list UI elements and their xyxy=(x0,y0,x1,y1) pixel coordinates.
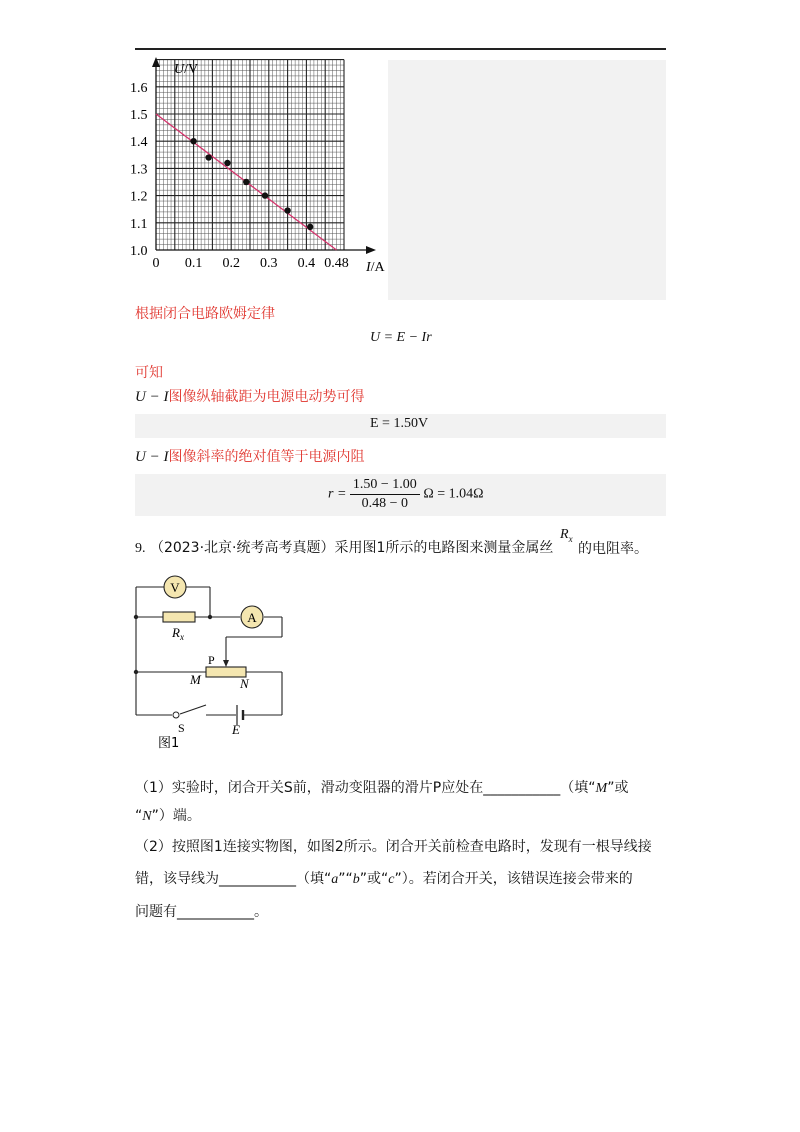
q9-stem: 9. （2023·北京·统考高考真题）采用图1所示的电路图来测量金属丝 xyxy=(135,540,554,556)
answer-blank-2[interactable]: ___________ xyxy=(219,871,296,887)
y-tick-label: 1.3 xyxy=(130,162,148,178)
q9-stem-end: 的电阻率。 xyxy=(578,541,648,557)
data-point xyxy=(284,207,290,213)
grid-major xyxy=(156,60,344,250)
know-text: 可知 xyxy=(135,365,163,381)
ui-label: U − I xyxy=(135,389,169,405)
q9-part1: （1）实验时，闭合开关S前，滑动变阻器的滑片P应处在___________（填“M”或 xyxy=(135,780,629,796)
svg-text:N: N xyxy=(240,676,249,691)
top-rule xyxy=(135,48,666,50)
intercept-text: 图像纵轴截距为电源电动势可得 xyxy=(168,389,365,405)
data-point xyxy=(224,160,230,166)
y-tick-label: 1.4 xyxy=(130,135,148,151)
slope-text: 图像斜率的绝对值等于电源内阻 xyxy=(168,449,365,465)
emf-equation: E = 1.50V xyxy=(370,416,429,431)
resistor-rx-icon xyxy=(163,612,195,622)
law-text: 根据闭合电路欧姆定律 xyxy=(135,306,275,322)
data-point xyxy=(205,154,211,160)
y-tick-labels xyxy=(130,81,148,259)
y-tick-label: 1.2 xyxy=(130,189,148,205)
x-tick-label: 0.4 xyxy=(297,256,316,271)
ui-graph xyxy=(128,55,390,280)
slider-arrow-icon xyxy=(223,660,229,667)
q9-rx-symbol: $R_x$ xyxy=(560,527,573,544)
y-tick-label: 1.1 xyxy=(130,216,148,232)
x-tick-labels xyxy=(153,256,349,271)
answer-blank-3[interactable]: ___________ xyxy=(177,904,254,920)
x-tick-label: 0.1 xyxy=(184,256,203,271)
rx-label: $R_x$ xyxy=(172,625,184,642)
data-point xyxy=(190,138,196,144)
q9-part2: （2）按照图1连接实物图，如图2所示。闭合开关前检查电路时，发现有一根导线接 xyxy=(135,839,652,855)
y-axis-label: U/V xyxy=(174,62,199,77)
data-point xyxy=(262,192,268,198)
x-tick-label: 0.3 xyxy=(260,256,278,271)
circuit-figure xyxy=(128,575,298,755)
svg-text:E: E xyxy=(232,722,240,737)
svg-text:P: P xyxy=(208,653,215,667)
x-tick-label: 0.48 xyxy=(324,256,349,271)
q9-part1-cont: “N”）端。 xyxy=(135,808,201,824)
ui-label-2: U − I xyxy=(135,449,169,465)
y-tick-label: 1.5 xyxy=(130,108,148,123)
r-equation: r = $\frac{1.50 - 1.00}{0.48 - 0}$ Ω = 1.04Ω xyxy=(328,477,484,511)
svg-text:V: V xyxy=(170,580,180,595)
y-tick-label: 1.6 xyxy=(130,80,148,96)
svg-text:S: S xyxy=(178,721,185,735)
q9-part2-cont: 错，该导线为___________（填“a”“b”或“c”）。若闭合开关，该错误连接会带来的 xyxy=(135,871,633,887)
svg-text:A: A xyxy=(247,610,257,625)
x-axis-label: I/A xyxy=(366,260,385,275)
svg-text:M: M xyxy=(190,672,201,687)
figure-caption: 图1 xyxy=(158,736,180,751)
x-axis-arrow xyxy=(366,246,376,254)
y-axis-arrow xyxy=(152,57,160,67)
answer-blank-1[interactable]: ___________ xyxy=(483,780,561,796)
data-point xyxy=(243,179,249,185)
solution-shade-graph xyxy=(388,60,666,300)
q9-part2-end: 问题有___________。 xyxy=(135,904,268,920)
y-tick-label: 1.0 xyxy=(130,244,148,259)
x-tick-label: 0.2 xyxy=(222,256,240,271)
x-tick-label: 0 xyxy=(152,256,160,271)
slope-line xyxy=(135,446,364,466)
law-equation: U = E − Ir xyxy=(370,330,432,345)
intercept-line xyxy=(135,386,364,406)
r-fraction: $\frac{1.50 - 1.00}{0.48 - 0}$ xyxy=(350,477,420,512)
switch-icon xyxy=(173,712,179,718)
data-point xyxy=(307,224,313,230)
